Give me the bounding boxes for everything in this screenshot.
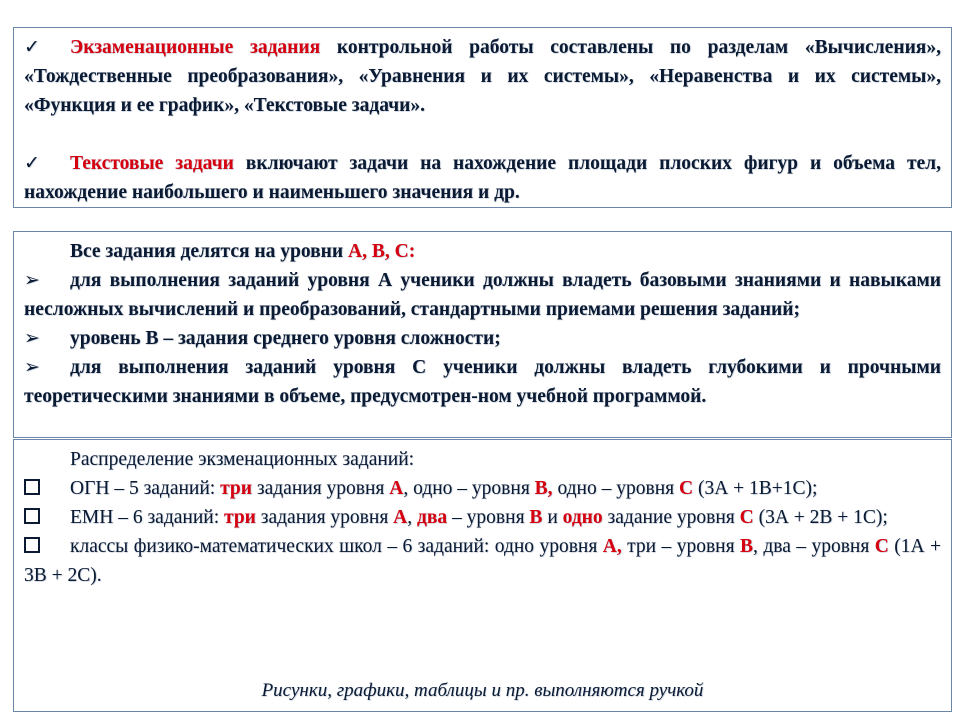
arrow-bullet-icon: ➢ — [24, 356, 40, 378]
exam-sections-text: контрольной работы составлены по разделам «Вычисления», «Тождественные преобразования», «Уравнения и их системы», «Неравенства и их системы», «Функция и ее график», «Текстовые задачи». — [24, 37, 941, 116]
level-c-bullet — [24, 353, 941, 411]
exam-tasks-highlight: Экзаменационные задания — [70, 37, 321, 58]
fm-text-2: три – уровня — [621, 536, 740, 557]
fm-text-4: (1А + 3В + 2С). — [24, 536, 942, 586]
square-bullet-icon — [24, 508, 40, 524]
ogn-text-2: задания уровня — [252, 478, 390, 499]
ogn-text-4: одно – уровня — [552, 478, 679, 499]
exam-sections-paragraph — [24, 33, 941, 120]
emn-count-two: два — [417, 507, 448, 528]
ogn-line — [24, 474, 941, 503]
square-bullet-icon — [24, 537, 40, 553]
level-a-text: для выполнения заданий уровня А ученики должны владеть базовыми знаниями и навыками несложных вычислений и преобразований, стандартными приемами решения заданий; — [24, 270, 941, 320]
level-c-text: для выполнения заданий уровня С ученики должны владеть глубокими и прочными теоретическими знаниями в объеме, предусмотрен-ном учебной программой. — [24, 357, 941, 407]
levels-box — [13, 231, 952, 438]
ogn-level-a: А — [389, 478, 404, 499]
levels-heading-levels: А, В, С: — [348, 241, 416, 262]
level-a-bullet — [24, 266, 941, 324]
ogn-level-c: С — [678, 478, 694, 499]
ogn-level-b: В, — [534, 478, 553, 499]
fm-level-c: С — [874, 536, 889, 557]
level-b-text: уровень В – задания среднего уровня сложности; — [70, 328, 501, 349]
emn-level-a: А — [393, 507, 408, 528]
text-tasks-text: включают задачи на нахождение площади плоских фигур и объема тел, нахождение наибольшего и наименьшего значения и др. — [24, 153, 941, 203]
fm-level-b: В — [740, 536, 754, 557]
square-bullet-icon — [24, 479, 40, 495]
emn-count-three: три — [224, 507, 256, 528]
emn-text-2: задания уровня — [255, 507, 394, 528]
ogn-text-3: , одно – уровня — [403, 478, 535, 499]
fm-level-a: А, — [602, 536, 622, 557]
checkmark-icon: ✓ — [24, 152, 40, 174]
distribution-box — [13, 439, 952, 712]
emn-text-3: , — [407, 507, 418, 528]
emn-text-4: – уровня — [447, 507, 530, 528]
ogn-count-three: три — [220, 478, 253, 499]
distribution-heading — [24, 445, 941, 474]
distribution-heading-text: Распределение экзменационных заданий: — [70, 449, 415, 470]
checkmark-icon: ✓ — [24, 36, 40, 58]
emn-line — [24, 503, 941, 532]
footer-note: Рисунки, графики, таблицы и пр. выполняются ручкой — [261, 680, 704, 701]
emn-text-6: задание уровня — [602, 507, 740, 528]
emn-count-one: одно — [562, 507, 603, 528]
fm-line — [24, 532, 941, 590]
arrow-bullet-icon: ➢ — [24, 327, 40, 349]
emn-text-1: ЕМН – 6 заданий: — [70, 507, 224, 528]
ogn-text-5: (3А + 1В+1С); — [693, 478, 818, 499]
emn-text-5: и — [542, 507, 563, 528]
text-tasks-paragraph — [24, 149, 941, 207]
levels-heading-text: Все задания делятся на уровни — [70, 241, 349, 262]
ogn-text-1: ОГН – 5 заданий: — [70, 478, 221, 499]
levels-heading — [24, 237, 941, 266]
emn-text-7: (3А + 2В + 1С); — [753, 507, 888, 528]
fm-text-3: , два – уровня — [753, 536, 875, 557]
emn-level-b: В — [529, 507, 543, 528]
level-b-bullet — [24, 324, 941, 353]
fm-text-1: классы физико-математических школ – 6 заданий: одно уровня — [70, 536, 603, 557]
text-tasks-highlight: Текстовые задачи — [70, 153, 234, 174]
emn-level-c: С — [739, 507, 754, 528]
arrow-bullet-icon: ➢ — [24, 269, 40, 291]
exam-sections-box — [13, 27, 952, 208]
